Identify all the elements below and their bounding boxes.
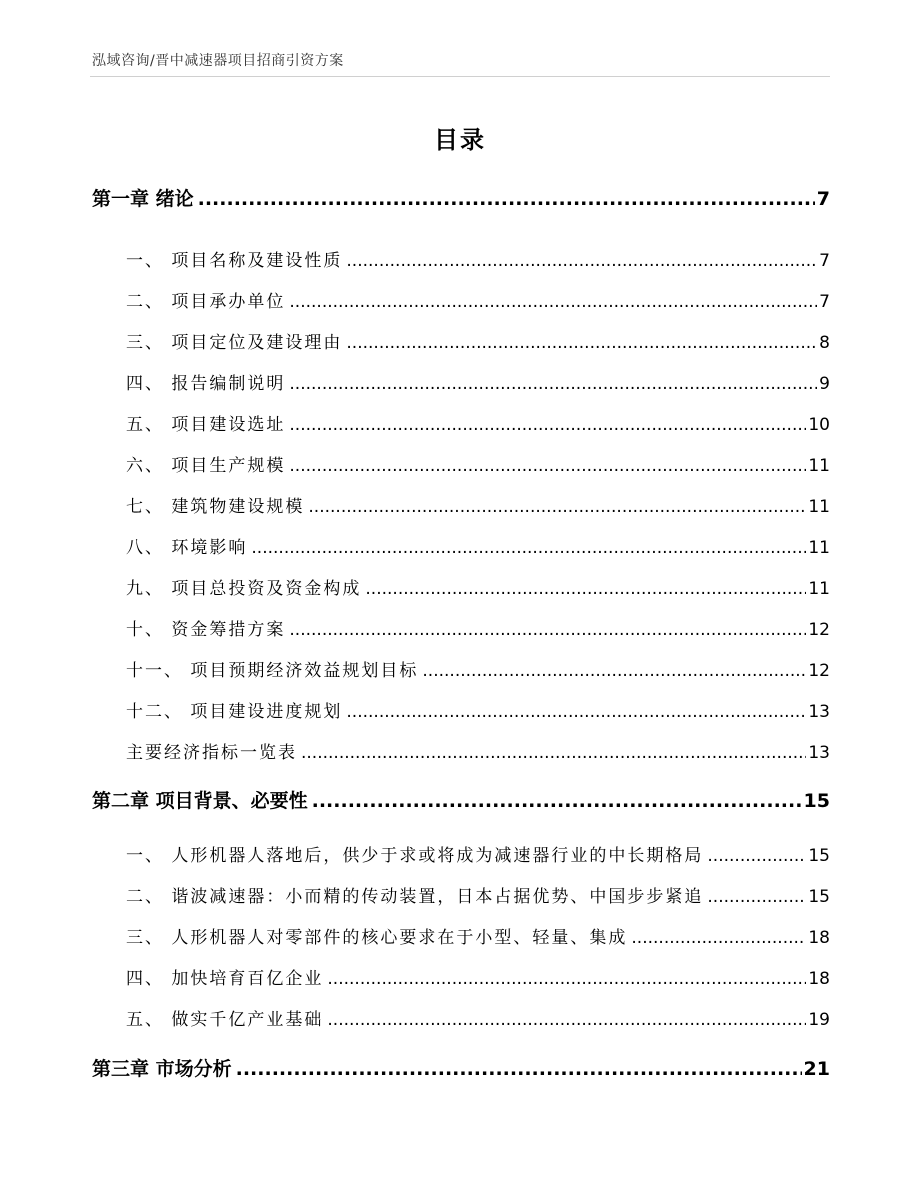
toc-leader-dots — [312, 790, 802, 812]
toc-chapter-1[interactable] — [92, 184, 830, 211]
toc-entry-label: 八、 环境影响 — [126, 538, 248, 558]
toc-leader-dots — [236, 1058, 802, 1080]
toc-leader-dots — [346, 333, 817, 353]
toc-entry-label: 一、 项目名称及建设性质 — [126, 251, 343, 271]
toc-leader-dots — [289, 456, 806, 476]
toc-chapter-2[interactable] — [92, 786, 830, 813]
toc-section[interactable] — [126, 451, 830, 476]
toc-leader-dots — [289, 620, 806, 640]
toc-page-number: 18 — [808, 928, 830, 948]
toc-page-number: 18 — [808, 969, 830, 989]
toc-leader-dots — [422, 661, 806, 681]
toc-page-number: 11 — [808, 497, 830, 517]
toc-leader-dots — [346, 251, 817, 271]
toc-section[interactable] — [126, 492, 830, 517]
toc-entry-label: 十、 资金筹措方案 — [126, 620, 286, 640]
toc-page-number: 12 — [808, 661, 830, 681]
toc-section[interactable] — [126, 697, 830, 722]
toc-section[interactable] — [126, 615, 830, 640]
toc-leader-dots — [289, 415, 806, 435]
toc-leader-dots — [289, 292, 817, 312]
toc-entry-label: 第二章 项目背景、必要性 — [92, 790, 308, 812]
toc-leader-dots — [631, 928, 806, 948]
toc-page-number: 9 — [819, 374, 830, 394]
toc-leader-dots — [327, 969, 806, 989]
toc-entry-label: 第三章 市场分析 — [92, 1058, 232, 1080]
toc-leader-dots — [327, 1010, 806, 1030]
toc-entry-label: 十一、 项目预期经济效益规划目标 — [126, 661, 419, 681]
toc-page-number: 19 — [808, 1010, 830, 1030]
toc-entry-label: 七、 建筑物建设规模 — [126, 497, 305, 517]
toc-page-number: 7 — [816, 188, 830, 210]
toc-entry-label: 五、 做实千亿产业基础 — [126, 1010, 324, 1030]
toc-page-number: 8 — [819, 333, 830, 353]
toc-entry-label: 九、 项目总投资及资金构成 — [126, 579, 362, 599]
toc-entry-label: 十二、 项目建设进度规划 — [126, 702, 343, 722]
toc-entry-label: 四、 报告编制说明 — [126, 374, 286, 394]
toc-entry-label: 六、 项目生产规模 — [126, 456, 286, 476]
running-header: 泓域咨询/晋中减速器项目招商引资方案 — [92, 53, 344, 69]
toc-page-number: 10 — [808, 415, 830, 435]
toc-section[interactable] — [126, 574, 830, 599]
toc-entry-label: 第一章 绪论 — [92, 188, 194, 210]
toc-page-number: 15 — [808, 887, 830, 907]
toc-page-number: 7 — [819, 251, 830, 271]
toc-page-number: 7 — [819, 292, 830, 312]
toc-page-number: 15 — [808, 846, 830, 866]
toc-page-number: 11 — [808, 538, 830, 558]
toc-entry-label: 四、 加快培育百亿企业 — [126, 969, 324, 989]
toc-page-number: 11 — [808, 456, 830, 476]
toc-leader-dots — [289, 374, 817, 394]
toc-entry-label: 三、 人形机器人对零部件的核心要求在于小型、轻量、集成 — [126, 928, 628, 948]
toc-section[interactable] — [126, 656, 830, 681]
toc-leader-dots — [301, 743, 806, 763]
toc-section[interactable] — [126, 287, 830, 312]
toc-leader-dots — [365, 579, 806, 599]
toc-section[interactable] — [126, 246, 830, 271]
toc-page-number: 13 — [808, 702, 830, 722]
toc-leader-dots — [198, 188, 815, 210]
toc-title: 目录 — [434, 126, 486, 154]
toc-section[interactable] — [126, 410, 830, 435]
toc-section[interactable] — [126, 964, 830, 989]
toc-entry-label: 三、 项目定位及建设理由 — [126, 333, 343, 353]
toc-leader-dots — [707, 846, 806, 866]
toc-leader-dots — [251, 538, 806, 558]
toc-section[interactable] — [126, 841, 830, 866]
toc-entry-label: 二、 谐波减速器：小而精的传动装置，日本占据优势、中国步步紧追 — [126, 887, 704, 907]
toc-entry-label: 一、 人形机器人落地后，供少于求或将成为减速器行业的中长期格局 — [126, 846, 704, 866]
toc-leader-dots — [308, 497, 806, 517]
toc-chapter-3[interactable] — [92, 1054, 830, 1081]
toc-page-number: 21 — [803, 1058, 830, 1080]
toc-leader-dots — [346, 702, 806, 722]
toc-section[interactable] — [126, 328, 830, 353]
toc-section[interactable] — [126, 1005, 830, 1030]
toc-page-number: 11 — [808, 579, 830, 599]
toc-section[interactable] — [126, 533, 830, 558]
toc-section[interactable] — [126, 369, 830, 394]
toc-leader-dots — [707, 887, 806, 907]
toc-page-number: 15 — [803, 790, 830, 812]
toc-section[interactable] — [126, 882, 830, 907]
toc-page-number: 13 — [808, 743, 830, 763]
toc-section[interactable] — [126, 923, 830, 948]
toc-section[interactable] — [126, 738, 830, 763]
toc-entry-label: 二、 项目承办单位 — [126, 292, 286, 312]
toc-entry-label: 五、 项目建设选址 — [126, 415, 286, 435]
toc-page-number: 12 — [808, 620, 830, 640]
toc-entry-label: 主要经济指标一览表 — [126, 743, 297, 763]
